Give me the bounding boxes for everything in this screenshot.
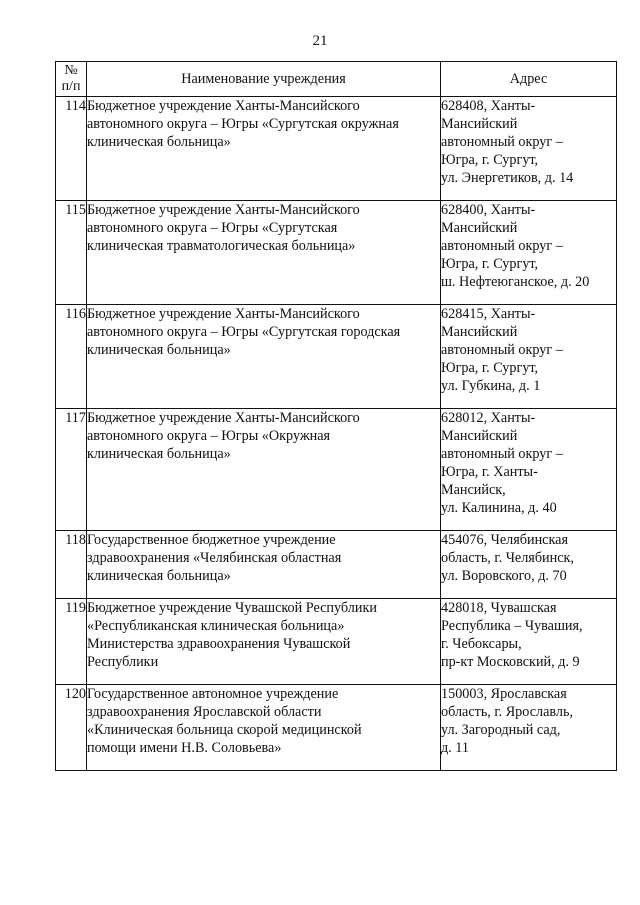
row-number: 114	[56, 97, 87, 201]
address-line: область, г. Челябинск,	[441, 550, 574, 566]
name-line: помощи имени Н.В. Соловьева»	[87, 740, 282, 756]
institution-address	[441, 599, 617, 685]
address-line: область, г. Ярославль,	[441, 704, 573, 720]
header-number-symbol: №	[64, 63, 78, 78]
address-line: ул. Воровского, д. 70	[441, 568, 567, 584]
address-line: автономный округ –	[441, 342, 563, 358]
name-line: Бюджетное учреждение Ханты-Мансийского	[87, 202, 360, 218]
table-row	[56, 305, 617, 409]
row-number: 119	[56, 599, 87, 685]
name-line: Государственное автономное учреждение	[87, 686, 339, 702]
page-number: 21	[312, 33, 328, 49]
address-line: Югра, г. Сургут,	[441, 256, 539, 272]
row-number: 115	[56, 201, 87, 305]
address-line: 628408, Ханты-	[441, 98, 536, 114]
address-line: автономный округ –	[441, 446, 563, 462]
name-line: клиническая больница»	[87, 342, 231, 358]
address-line: 454076, Челябинская	[441, 532, 568, 548]
name-line: Бюджетное учреждение Ханты-Мансийского	[87, 410, 360, 426]
table-row	[56, 97, 617, 201]
name-line: здравоохранения «Челябинская областная	[87, 550, 342, 566]
name-line: Бюджетное учреждение Ханты-Мансийского	[87, 98, 360, 114]
address-line: 150003, Ярославская	[441, 686, 567, 702]
address-line: д. 11	[441, 740, 469, 756]
name-line: Республики	[87, 654, 159, 670]
name-line: клиническая больница»	[87, 134, 231, 150]
institution-address	[441, 531, 617, 599]
row-number: 116	[56, 305, 87, 409]
row-number: 120	[56, 685, 87, 771]
address-line: г. Чебоксары,	[441, 636, 522, 652]
address-line: Югра, г. Ханты-	[441, 464, 538, 480]
header-number-abbr: п/п	[61, 79, 81, 94]
header-name: Наименование учреждения	[87, 62, 441, 97]
row-number: 118	[56, 531, 87, 599]
address-line: 628415, Ханты-	[441, 306, 536, 322]
table-row	[56, 409, 617, 531]
address-line: ул. Калинина, д. 40	[441, 500, 557, 516]
address-line: ул. Губкина, д. 1	[441, 378, 541, 394]
address-line: Мансийский	[441, 428, 518, 444]
name-line: клиническая больница»	[87, 568, 231, 584]
address-line: Мансийский	[441, 324, 518, 340]
address-line: автономный округ –	[441, 134, 563, 150]
name-line: Государственное бюджетное учреждение	[87, 532, 336, 548]
table-row	[56, 599, 617, 685]
name-line: Бюджетное учреждение Чувашской Республики	[87, 600, 377, 616]
institution-name	[87, 685, 441, 771]
institution-name	[87, 531, 441, 599]
name-line: клиническая больница»	[87, 446, 231, 462]
address-line: Мансийский	[441, 220, 518, 236]
address-line: 428018, Чувашская	[441, 600, 557, 616]
institution-address	[441, 409, 617, 531]
header-number	[56, 62, 87, 97]
address-line: автономный округ –	[441, 238, 563, 254]
institution-name	[87, 97, 441, 201]
address-line: Югра, г. Сургут,	[441, 152, 539, 168]
address-line: ш. Нефтеюганское, д. 20	[441, 274, 590, 290]
institution-name	[87, 201, 441, 305]
name-line: Бюджетное учреждение Ханты-Мансийского	[87, 306, 360, 322]
address-line: Мансийск,	[441, 482, 506, 498]
institution-address	[441, 685, 617, 771]
address-line: ул. Энергетиков, д. 14	[441, 170, 574, 186]
address-line: пр-кт Московский, д. 9	[441, 654, 580, 670]
table-row	[56, 685, 617, 771]
table-header-row	[56, 62, 617, 97]
name-line: клиническая травматологическая больница»	[87, 238, 356, 254]
name-line: «Республиканская клиническая больница»	[87, 618, 345, 634]
name-line: автономного округа – Югры «Сургутская окружная	[87, 116, 399, 132]
address-line: Югра, г. Сургут,	[441, 360, 539, 376]
name-line: «Клиническая больница скорой медицинской	[87, 722, 362, 738]
address-line: Мансийский	[441, 116, 518, 132]
address-line: 628400, Ханты-	[441, 202, 536, 218]
name-line: Министерства здравоохранения Чувашской	[87, 636, 351, 652]
table-row	[56, 531, 617, 599]
name-line: автономного округа – Югры «Сургутская	[87, 220, 338, 236]
name-line: автономного округа – Югры «Окружная	[87, 428, 331, 444]
institutions-table	[55, 61, 617, 771]
institution-address	[441, 305, 617, 409]
table-row	[56, 201, 617, 305]
address-line: ул. Загородный сад,	[441, 722, 561, 738]
header-address: Адрес	[441, 62, 617, 97]
address-line: Республика – Чувашия,	[441, 618, 583, 634]
institution-address	[441, 97, 617, 201]
institution-name	[87, 305, 441, 409]
institution-name	[87, 409, 441, 531]
institution-name	[87, 599, 441, 685]
name-line: автономного округа – Югры «Сургутская городская	[87, 324, 401, 340]
address-line: 628012, Ханты-	[441, 410, 536, 426]
institution-address	[441, 201, 617, 305]
name-line: здравоохранения Ярославской области	[87, 704, 322, 720]
row-number: 117	[56, 409, 87, 531]
